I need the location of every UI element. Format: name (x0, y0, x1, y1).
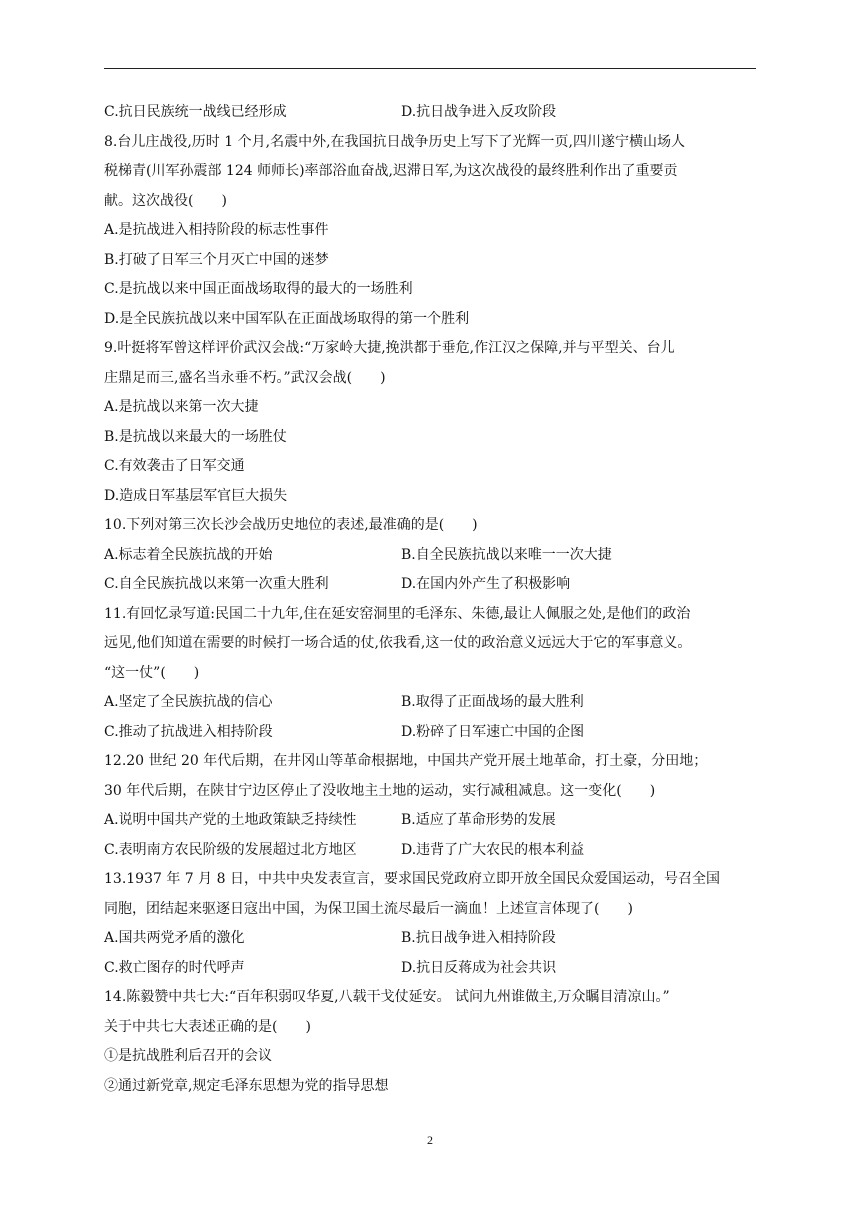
q13-stem-line-2: 同胞，团结起来驱逐日寇出中国，为保卫国土流尽最后一滴血！上述宣言体现了( ) (104, 900, 633, 917)
q7-options-cd (104, 98, 764, 128)
q11-stem-line-3: “这一仗”( ) (104, 664, 200, 681)
q12-option-d: D.违背了广大农民的根本利益 (401, 841, 585, 858)
q12-stem-line-2: 30 年代后期，在陕甘宁边区停止了没收地主土地的运动，实行减租减息。这一变化( ) (104, 782, 656, 799)
q12-option-c: C.表明南方农民阶级的发展超过北方地区 (104, 841, 357, 858)
q8-option-a: A.是抗战进入相持阶段的标志性事件 (104, 222, 329, 238)
q10-options-ab (104, 541, 764, 571)
q10-stem-line-1: 10.下列对第三次长沙会战历史地位的表述,最准确的是( ) (104, 517, 478, 533)
q9-option-a: A.是抗战以来第一次大捷 (104, 399, 259, 415)
q11-stem-line-2: 远见,他们知道在需要的时候打一场合适的仗,依我看,这一仗的政治意义远远大于它的军事意义。 (104, 635, 692, 651)
q13-option-d: D.抗日反蒋成为社会共识 (401, 959, 557, 976)
q14-item-2: ②通过新党章,规定毛泽东思想为党的指导思想 (104, 1077, 389, 1094)
q8-stem-line-3: 献。这次战役( ) (104, 192, 227, 209)
q8-option-d: D.是全民族抗战以来中国军队在正面战场取得的第一个胜利 (104, 310, 470, 327)
q14-stem-line-2: 关于中共七大表述正确的是( ) (104, 1018, 311, 1035)
q8-option-c: C.是抗战以来中国正面战场取得的最大的一场胜利 (104, 281, 413, 297)
q10-options-cd (104, 570, 764, 600)
q9-stem-line-1: 9.叶挺将军曾这样评价武汉会战:“万家岭大捷,挽洪都于垂危,作江汉之保障,并与平型关、台儿 (104, 340, 675, 356)
q13-options-ab (104, 924, 764, 954)
q12-options-cd (104, 836, 764, 866)
q11-option-c: C.推动了抗战进入相持阶段 (104, 723, 273, 740)
q12-option-b: B.适应了革命形势的发展 (401, 812, 556, 828)
q14-item-1: ①是抗战胜利后召开的会议 (104, 1048, 272, 1064)
page-number: 2 (427, 1133, 433, 1147)
q10-option-b: B.自全民族抗战以来唯一一次大捷 (401, 546, 612, 563)
q10-option-d: D.在国内外产生了积极影响 (401, 576, 571, 592)
q8-option-b: B.打破了日军三个月灭亡中国的迷梦 (104, 251, 329, 268)
q14-stem-line-1: 14.陈毅赞中共七大:“百年积弱叹华夏,八载干戈仗延安。 试问九州谁做主,万众瞩目清凉山。” (104, 989, 670, 1005)
q8-stem-line-1: 8.台儿庄战役,历时 1 个月,名震中外,在我国抗日战争历史上写下了光辉一页,四川遂宁横山场人 (104, 133, 685, 150)
q11-stem-line-1: 11.有回忆录写道:民国二十九年,住在延安窑洞里的毛泽东、朱德,最让人佩服之处,是他们的政治 (104, 605, 691, 622)
q11-option-a: A.坚定了全民族抗战的信心 (104, 694, 273, 710)
q13-options-cd (104, 954, 764, 984)
q11-option-b: B.取得了正面战场的最大胜利 (401, 694, 584, 710)
q12-stem-line-1: 12.20 世纪 20 年代后期，在井冈山等革命根据地，中国共产党开展土地革命，打土豪，分田地； (104, 753, 708, 769)
q10-option-c: C.自全民族抗战以来第一次重大胜利 (104, 576, 329, 592)
q12-option-a: A.说明中国共产党的土地政策缺乏持续性 (104, 812, 357, 828)
q9-stem-line-2: 庄鼎足而三,盛名当永垂不朽。”武汉会战( ) (104, 369, 386, 386)
q13-option-c: C.救亡图存的时代呼声 (104, 959, 245, 976)
q10-option-a: A.标志着全民族抗战的开始 (104, 546, 273, 563)
q13-stem-line-1: 13.1937 年 7 月 8 日，中共中央发表宣言，要求国民党政府立即开放全国民众爱国运动，号召全国 (104, 871, 720, 887)
q11-option-d: D.粉碎了日军速亡中国的企图 (401, 723, 585, 740)
q11-options-cd (104, 718, 764, 748)
header-rule (104, 68, 756, 69)
q9-option-d: D.造成日军基层军官巨大损失 (104, 487, 288, 504)
q8-stem-line-2: 税梯青(川军孙震部 124 师师长)率部浴血奋战,迟滞日军,为这次战役的最终胜利作出了重要贡 (104, 163, 678, 179)
page-body (104, 98, 764, 1101)
q12-options-ab (104, 806, 764, 836)
q13-option-a: A.国共两党矛盾的激化 (104, 930, 245, 946)
q7-option-c: C.抗日民族统一战线已经形成 (104, 104, 287, 120)
q13-option-b: B.抗日战争进入相持阶段 (401, 930, 556, 946)
q9-option-b: B.是抗战以来最大的一场胜仗 (104, 428, 287, 445)
q9-option-c: C.有效袭击了日军交通 (104, 458, 245, 474)
q11-options-ab (104, 688, 764, 718)
q7-option-d: D.抗日战争进入反攻阶段 (401, 104, 557, 120)
